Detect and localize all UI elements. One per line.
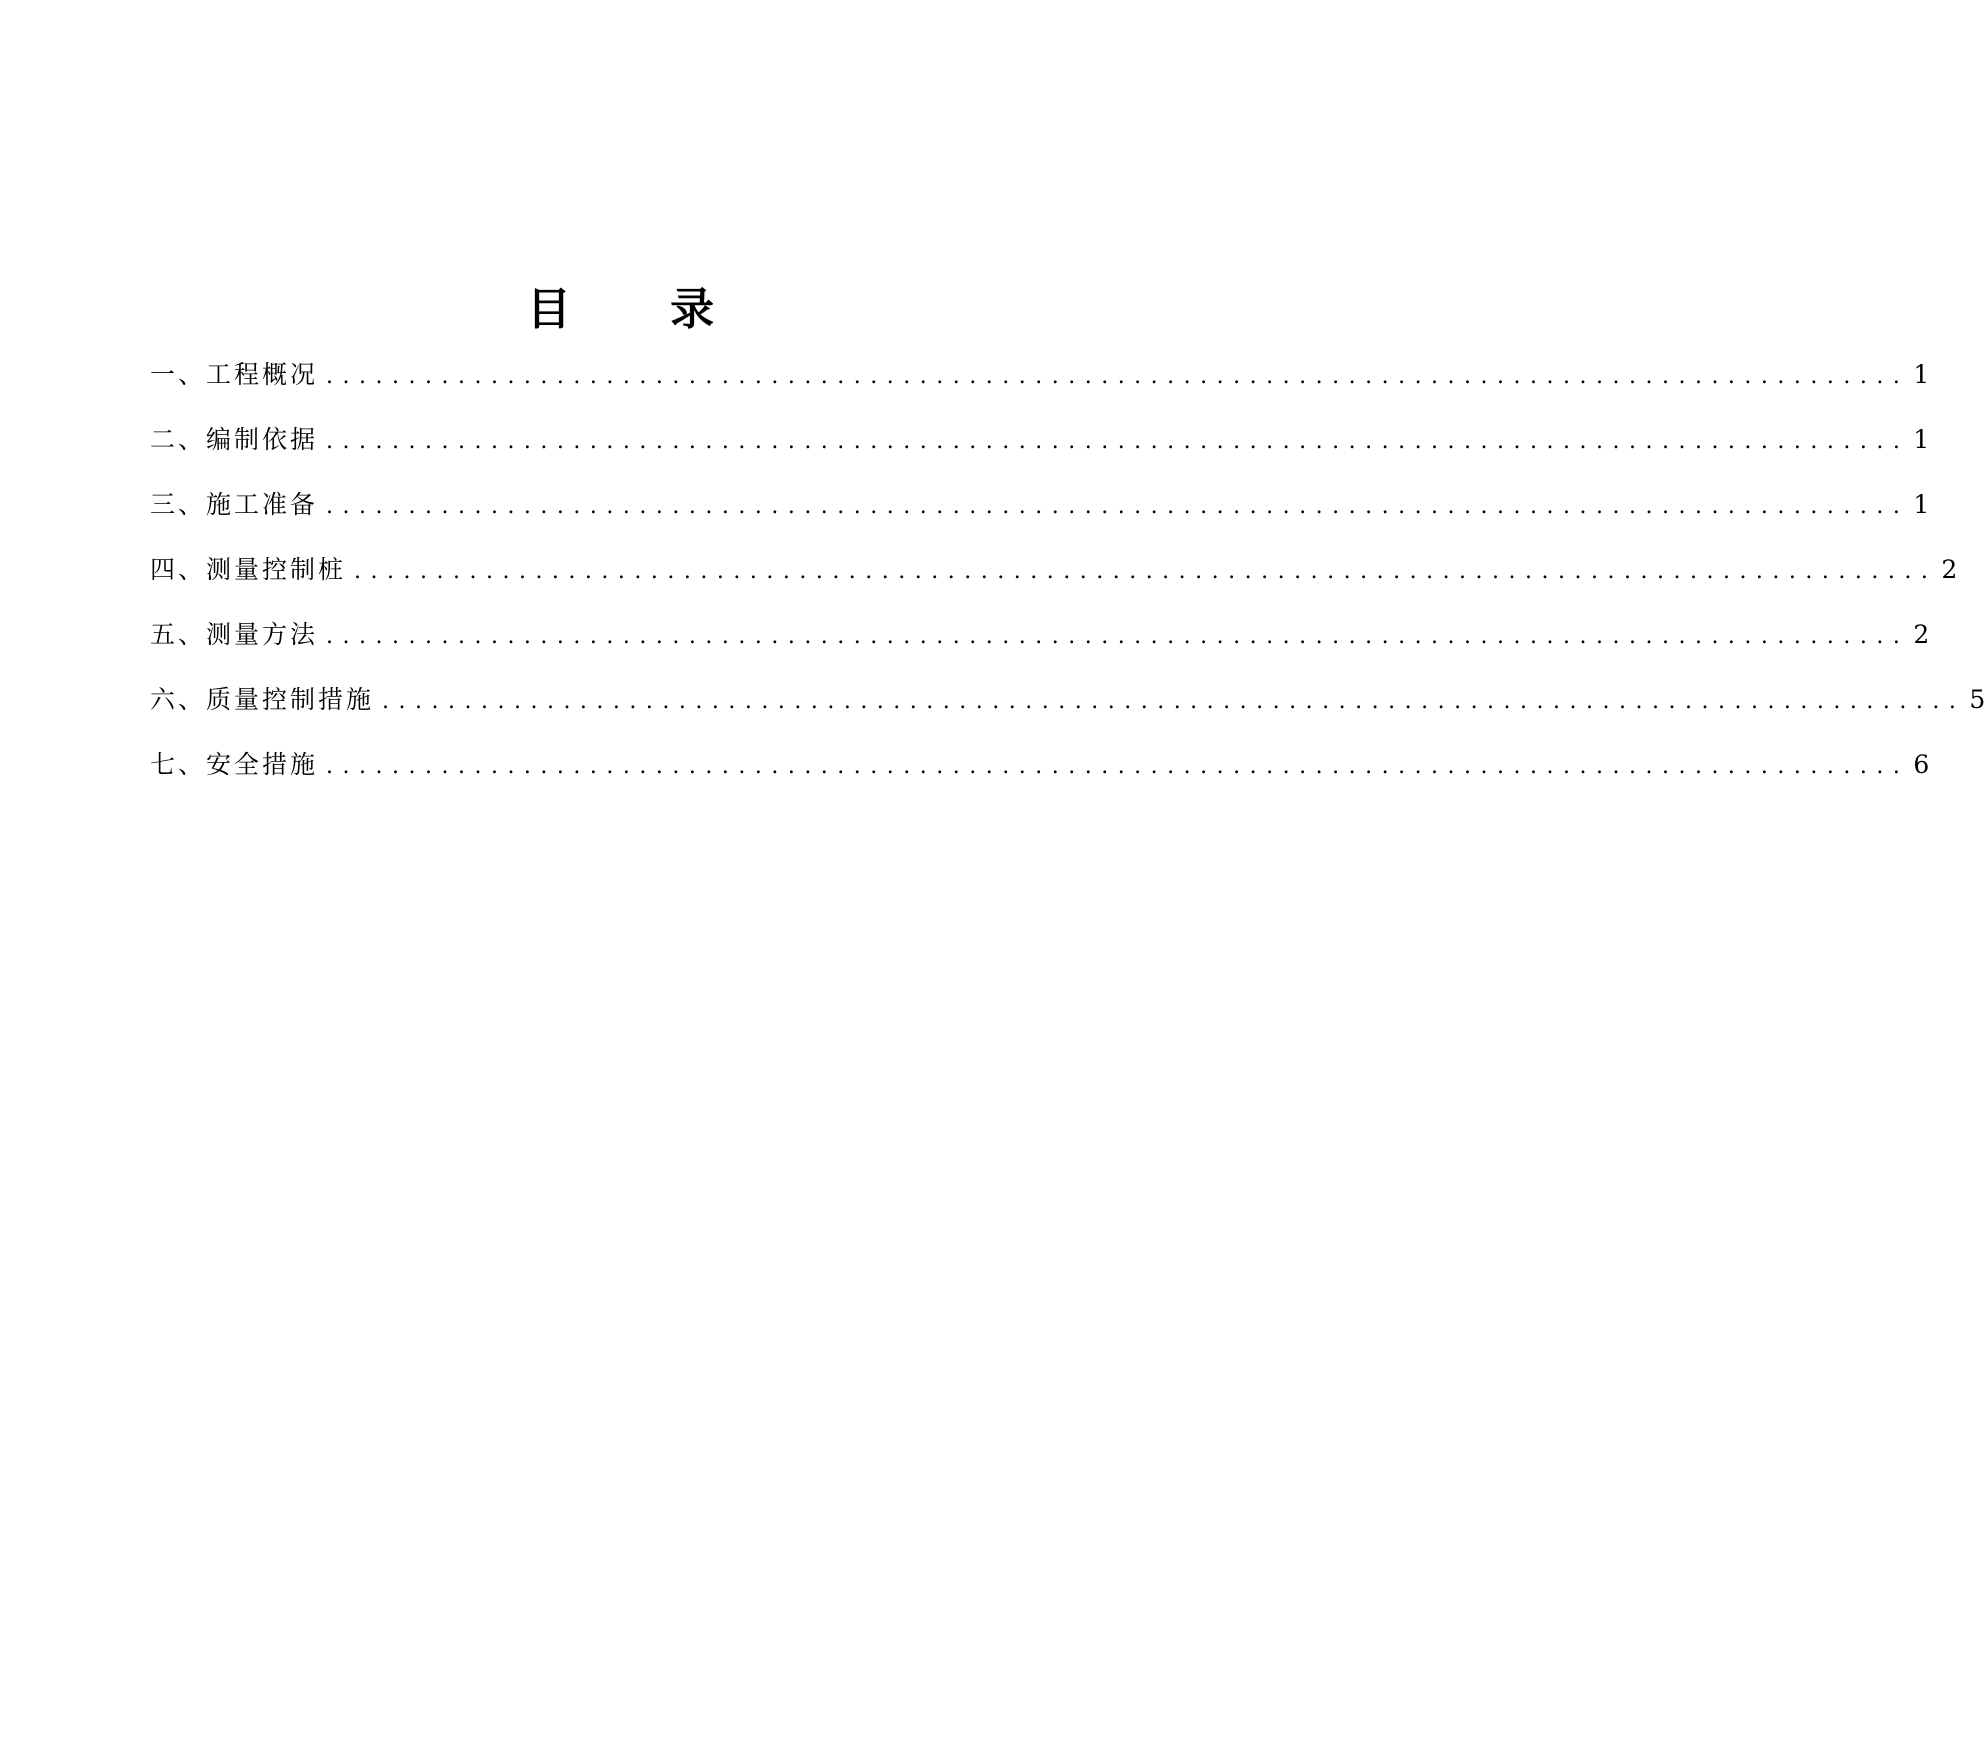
toc-entry-label: 六、质量控制措施 bbox=[150, 685, 375, 714]
toc-entry-page: 2 bbox=[1913, 620, 1930, 649]
toc-entry-label: 五、测量方法 bbox=[150, 620, 319, 649]
toc-entry[interactable] bbox=[150, 355, 1930, 420]
toc-entry[interactable] bbox=[150, 680, 1985, 745]
toc-entry-label: 一、工程概况 bbox=[150, 360, 319, 389]
toc-entry[interactable] bbox=[150, 485, 1930, 550]
dot-leader: ................................................................................................ bbox=[326, 494, 1910, 519]
toc-entry-label: 七、安全措施 bbox=[150, 750, 319, 779]
toc-entry-page: 6 bbox=[1913, 750, 1930, 779]
dot-leader: ................................................................................................ bbox=[326, 754, 1910, 779]
dot-leader: ................................................................................................ bbox=[382, 689, 1966, 714]
toc-entry-page: 1 bbox=[1913, 360, 1930, 389]
toc-entry[interactable] bbox=[150, 550, 1958, 615]
toc-entry-page: 5 bbox=[1969, 685, 1985, 714]
dot-leader: ................................................................................................ bbox=[326, 429, 1910, 454]
toc-entry-label: 四、测量控制桩 bbox=[150, 555, 347, 584]
table-of-contents bbox=[150, 355, 1985, 810]
toc-title: 目 录 bbox=[526, 284, 757, 335]
dot-leader: ................................................................................................ bbox=[326, 624, 1910, 649]
toc-entry-page: 1 bbox=[1913, 490, 1930, 519]
toc-entry-label: 三、施工准备 bbox=[150, 490, 319, 519]
toc-entry[interactable] bbox=[150, 420, 1930, 485]
toc-entry-page: 1 bbox=[1913, 425, 1930, 454]
dot-leader: ................................................................................................ bbox=[326, 364, 1910, 389]
dot-leader: ................................................................................................ bbox=[354, 559, 1938, 584]
toc-entry[interactable] bbox=[150, 615, 1930, 680]
toc-entry-page: 2 bbox=[1941, 555, 1958, 584]
toc-entry[interactable] bbox=[150, 745, 1930, 810]
toc-entry-label: 二、编制依据 bbox=[150, 425, 319, 454]
